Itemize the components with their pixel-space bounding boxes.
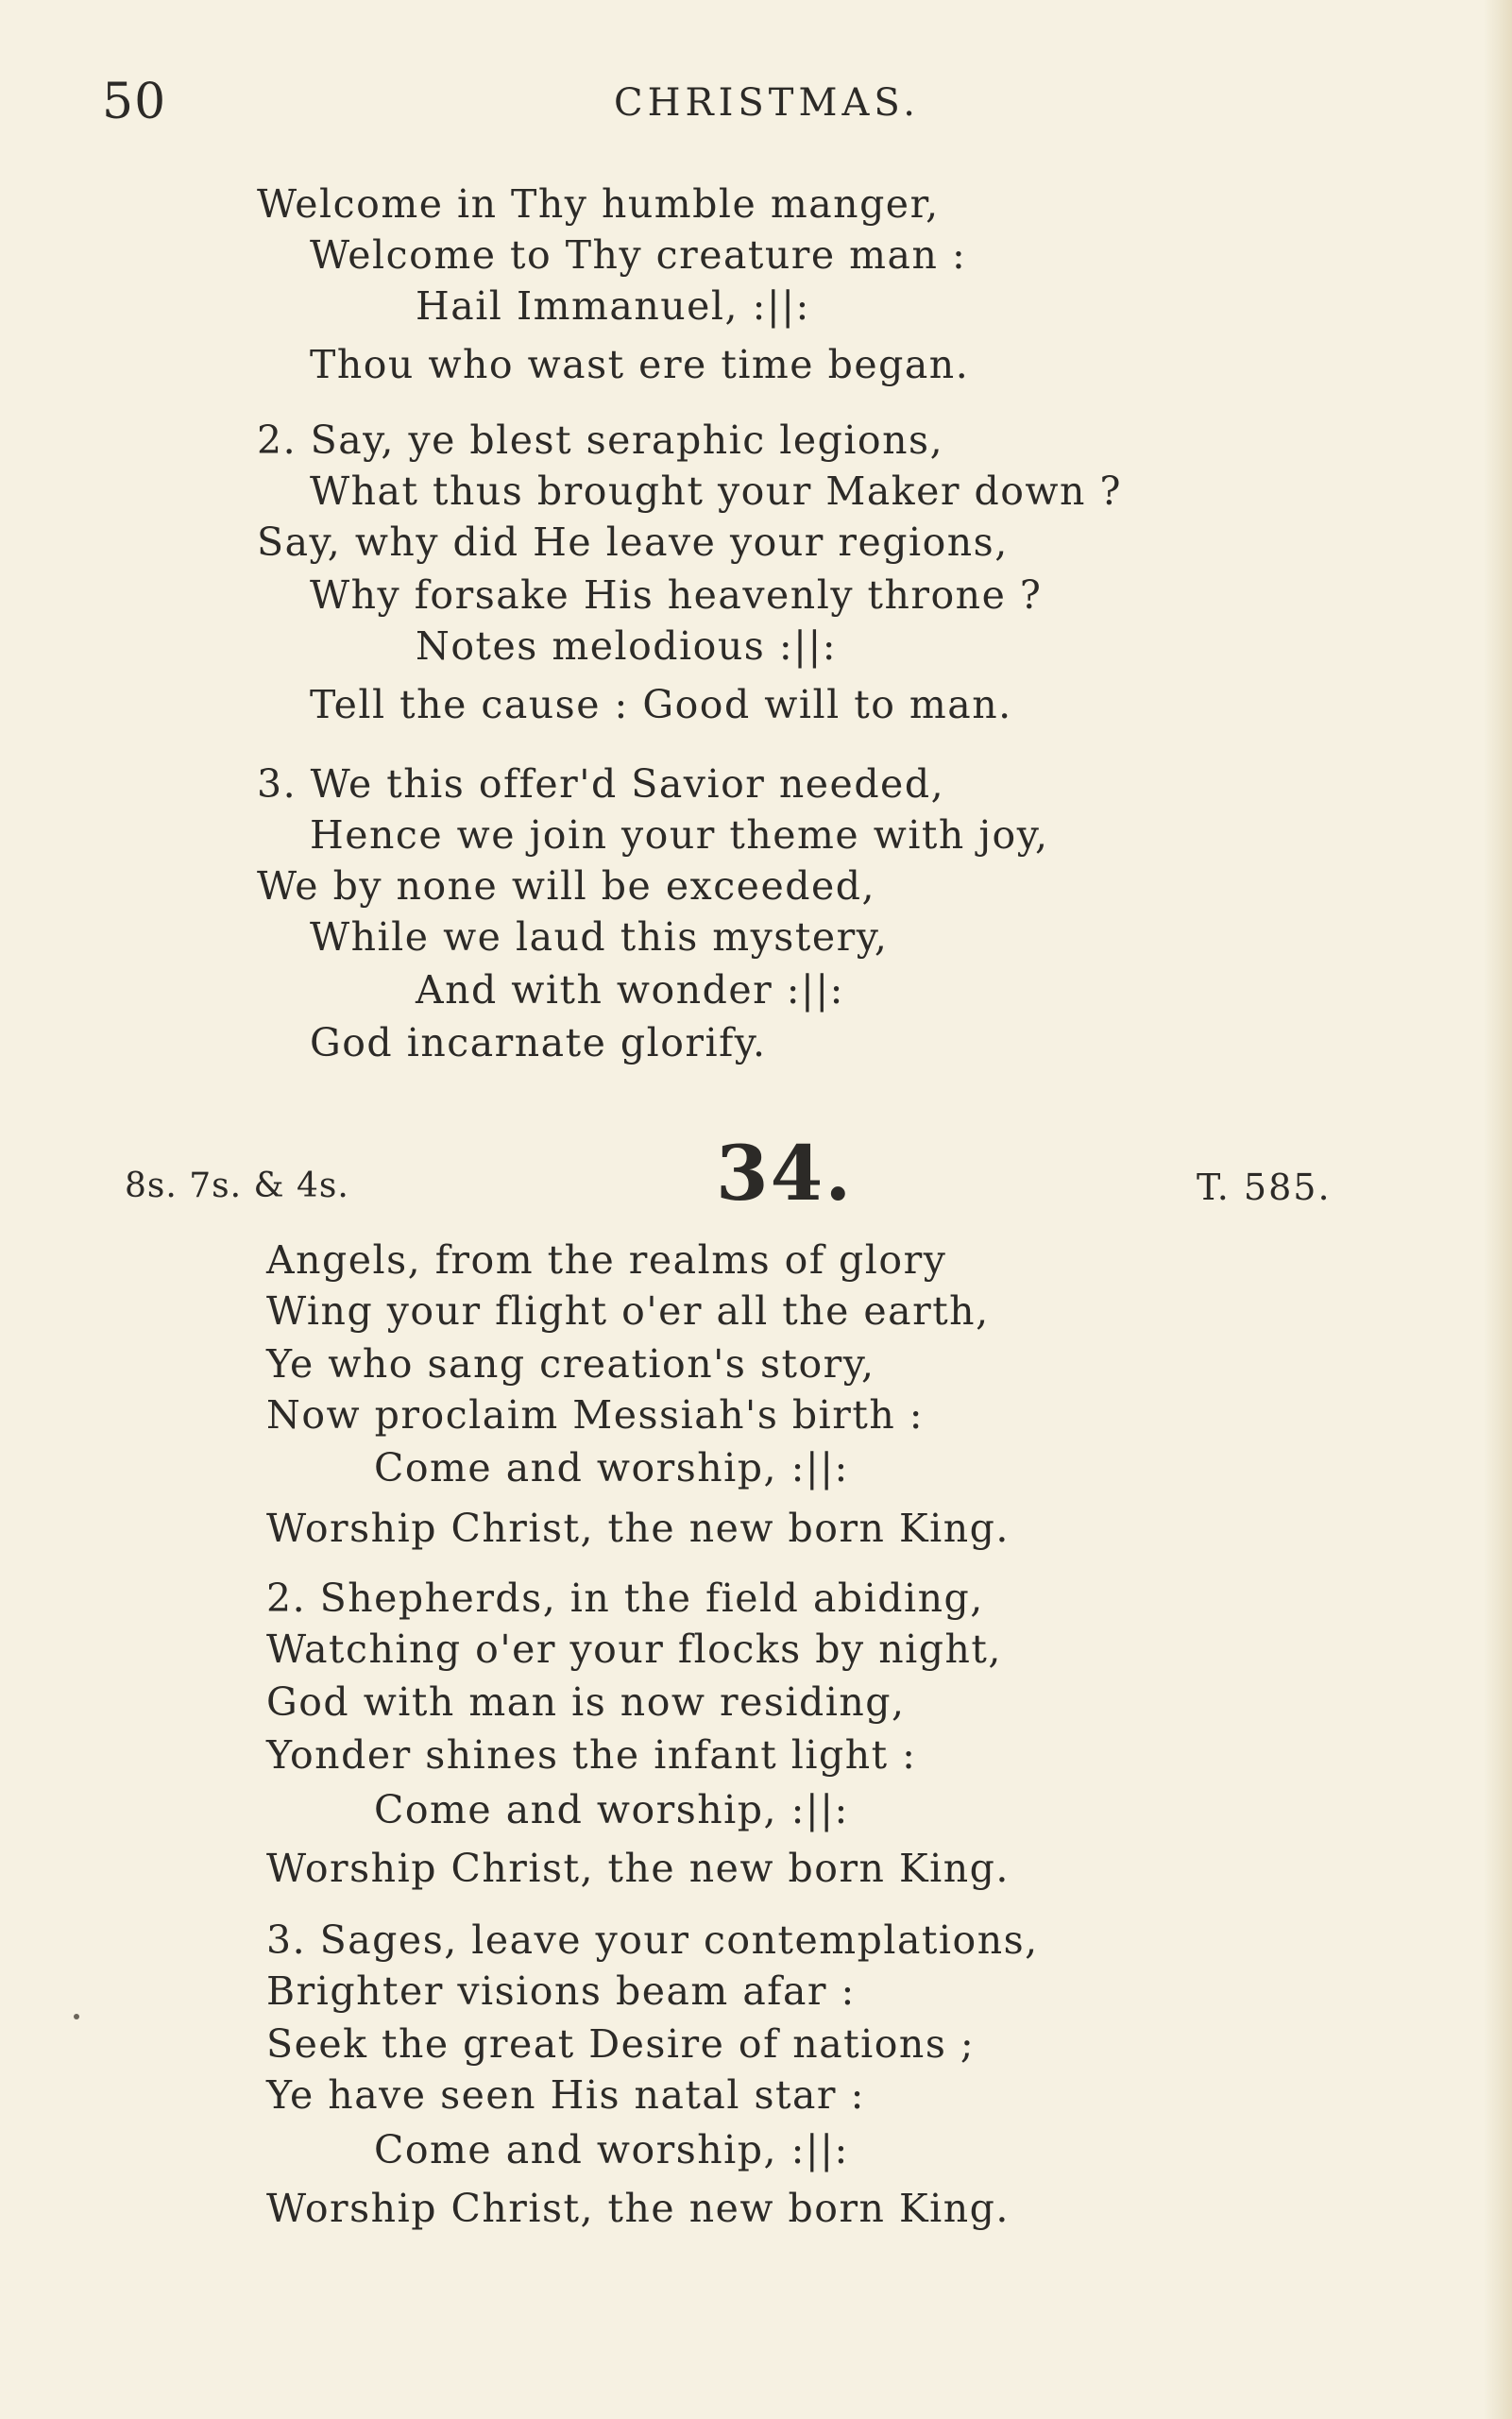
hymn-meter: 8s. 7s. & 4s. <box>125 1167 349 1205</box>
refrain-line: Come and worship, :||: <box>374 1787 849 1832</box>
page-number: 50 <box>102 74 167 130</box>
verse-line: What thus brought your Maker down ? <box>310 468 1122 514</box>
verse-line: Angels, from the realms of glory <box>266 1237 947 1283</box>
verse-line: Yonder shines the infant light : <box>266 1732 917 1778</box>
verse-line: We by none will be exceeded, <box>257 863 875 909</box>
verse-line: Worship Christ, the new born King. <box>266 2186 1010 2231</box>
verse-line: Seek the great Desire of nations ; <box>266 2021 976 2067</box>
hymn-number: 34. <box>716 1129 854 1218</box>
verse-line: Thou who wast ere time began. <box>310 342 970 387</box>
verse-line: Ye have seen His natal star : <box>266 2072 865 2118</box>
verse-line: Wing your flight o'er all the earth, <box>266 1288 990 1334</box>
verse-line: Worship Christ, the new born King. <box>266 1506 1010 1551</box>
refrain-line: Come and worship, :||: <box>374 2127 849 2172</box>
verse-line: Watching o'er your flocks by night, <box>266 1627 1002 1672</box>
refrain-line: Come and worship, :||: <box>374 1445 849 1491</box>
verse-line: Hence we join your theme with joy, <box>310 812 1049 858</box>
verse-line: Now proclaim Messiah's birth : <box>266 1392 925 1438</box>
hymn-tune: T. 585. <box>1197 1167 1332 1208</box>
verse-line: 3. Sages, leave your contemplations, <box>266 1917 1039 1963</box>
refrain-line: Hail Immanuel, :||: <box>416 283 810 329</box>
verse-line: Tell the cause : Good will to man. <box>310 682 1012 727</box>
verse-line: Brighter visions beam afar : <box>266 1968 856 2014</box>
verse-line: Welcome to Thy creature man : <box>310 232 967 278</box>
verse-line: Ye who sang creation's story, <box>266 1341 875 1387</box>
running-head <box>0 74 1512 130</box>
verse-line: Welcome in Thy humble manger, <box>257 181 940 227</box>
verse-line: 3. We this offer'd Savior needed, <box>257 761 945 807</box>
hymn-header <box>0 1129 1512 1218</box>
refrain-line: Notes melodious :||: <box>416 623 838 669</box>
verse-line: 2. Shepherds, in the field abiding, <box>266 1576 984 1621</box>
verse-line: Say, why did He leave your regions, <box>257 520 1009 565</box>
verse-line: 2. Say, ye blest seraphic legions, <box>257 417 944 463</box>
verse-line: Worship Christ, the new born King. <box>266 1846 1010 1891</box>
verse-line: While we laud this mystery, <box>310 914 889 960</box>
refrain-line: And with wonder :||: <box>416 967 844 1013</box>
verse-line: Why forsake His heavenly throne ? <box>310 572 1043 618</box>
section-title: CHRISTMAS. <box>614 81 921 125</box>
verse-line: God incarnate glorify. <box>310 1020 767 1065</box>
ink-speck <box>74 2014 79 2019</box>
verse-line: God with man is now residing, <box>266 1679 906 1725</box>
